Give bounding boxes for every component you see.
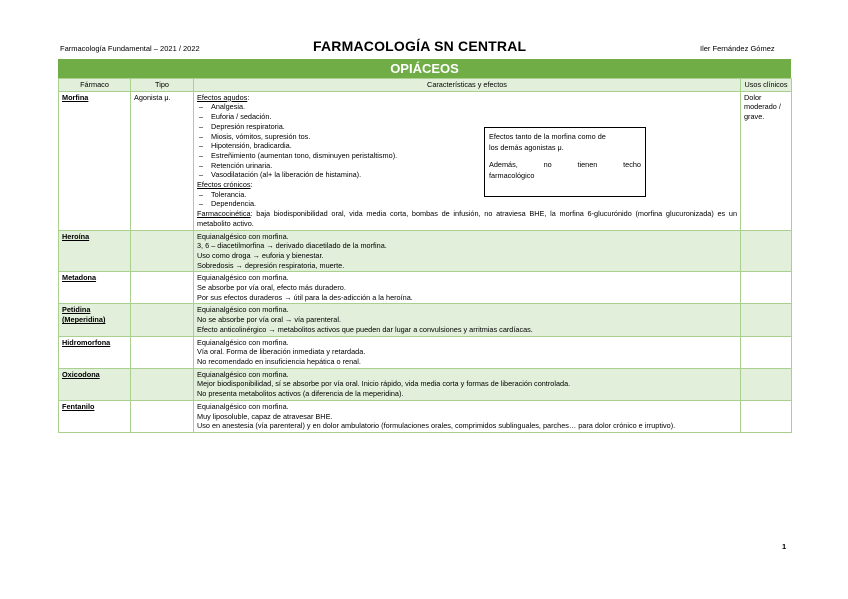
drug-name: Morfina bbox=[62, 92, 89, 102]
drug-type: Agonista μ. bbox=[131, 91, 194, 230]
table-row-morfina bbox=[59, 91, 792, 230]
note-box: Efectos tanto de la morfina como de los demás agonistas μ. Además, no tienen techo farmacológico bbox=[484, 127, 646, 197]
drug-description: Equianalgésico con morfina. 3, 6 – diacetilmorfina → derivado diacetilado de la morfina. Uso como droga → euforia y bienestar. Sobredosis → depresión respiratoria, muerte. bbox=[194, 230, 741, 272]
list-item: – Euforia / sedación. bbox=[197, 112, 737, 122]
drug-description: Equianalgésico con morfina. Se absorbe por vía oral, efecto más duradero. Por sus efectos duraderos → útil para la des-adicción a la heroína. bbox=[194, 272, 741, 304]
table-row bbox=[59, 368, 792, 400]
drug-description: Equianalgésico con morfina. Vía oral. Forma de liberación inmediata y retardada. No recomendado en insuficiencia hepática o renal. bbox=[194, 336, 741, 368]
header-course: Farmacología Fundamental – 2021 / 2022 bbox=[60, 44, 200, 53]
drug-table bbox=[58, 78, 792, 433]
drug-name: Hidromorfona bbox=[62, 337, 111, 347]
pharmacokinetics-text: : baja biodisponibilidad oral, vida media corta, bombas de infusión, no atraviesa BHE, la morfina 6-glucurónido (morfina glucuronizada) es un metabolito activo. bbox=[197, 209, 737, 228]
drug-name: Metadona bbox=[62, 273, 97, 283]
chronic-effects-label: Efectos crónicos bbox=[197, 180, 251, 190]
morfina-effects: Efectos agudos: – Analgesia. – Euforia / sedación. – Depresión respiratoria. – Miosis, vómitos, supresión tos. – Hipotensión, bradicardia. – Estreñimiento (aumentan tono, disminuyen peristaltismo). – Retención urinaria. – Vasodilatación (al+ la liberación de histamina). Efectos crónicos: – Tolerancia. – Dependencia. Farmacocinética: baja biodisponibilidad oral, vida media corta, bombas de infusión, no atraviesa BHE, la morfina 6-glucurónido (morfina glucuronizada) es un metabolito activo. bbox=[194, 91, 741, 230]
acute-effects-label: Efectos agudos bbox=[197, 92, 248, 102]
drug-description: Equianalgésico con morfina. Mejor biodisponibilidad, sí se absorbe por vía oral. Inicio rápido, vida media corta y formas de liberación controlada. No presenta metabolitos activos (a diferencia de la meperidina). bbox=[194, 368, 741, 400]
clinical-uses: Dolor moderado / grave. bbox=[741, 91, 792, 230]
drug-name: Fentanilo bbox=[62, 401, 95, 411]
col-header-usos: Usos clínicos bbox=[741, 79, 792, 92]
page-number: 1 bbox=[782, 542, 787, 551]
table-row bbox=[59, 304, 792, 336]
list-item: – Analgesia. bbox=[197, 102, 737, 112]
table-row bbox=[59, 272, 792, 304]
page-title: FARMACOLOGÍA SN CENTRAL bbox=[313, 38, 527, 54]
table-header-row bbox=[59, 79, 792, 92]
list-item: – Vasodilatación (al+ la liberación de histamina). bbox=[197, 170, 737, 180]
drug-description: Equianalgésico con morfina. No se absorbe por vía oral → vía parenteral. Efecto anticolinérgico → metabolitos activos que pueden dar lugar a convulsiones y arritmias cardíacas. bbox=[194, 304, 741, 336]
list-item: – Hipotensión, bradicardia. bbox=[197, 141, 737, 151]
list-item: – Miosis, vómitos, supresión tos. bbox=[197, 132, 737, 142]
col-header-tipo: Tipo bbox=[131, 79, 194, 92]
list-item: – Dependencia. bbox=[197, 199, 737, 209]
list-item: – Retención urinaria. bbox=[197, 161, 737, 171]
header-author: Iler Fernández Gómez bbox=[700, 44, 775, 53]
drug-name: Heroína bbox=[62, 231, 90, 241]
list-item: – Depresión respiratoria. bbox=[197, 122, 737, 132]
table-row bbox=[59, 336, 792, 368]
drug-name: Oxicodona bbox=[62, 369, 100, 379]
drug-description: Equianalgésico con morfina. Muy liposoluble, capaz de atravesar BHE. Uso en anestesia (vía parenteral) y en dolor ambulatorio (formulaciones orales, comprimidos sublinguales, parches… para dolor crónico e irruptivo). bbox=[194, 400, 741, 432]
col-header-farmaco: Fármaco bbox=[59, 79, 131, 92]
drug-name: Petidina (Meperidina) bbox=[62, 305, 106, 325]
list-item: – Estreñimiento (aumentan tono, disminuyen peristaltismo). bbox=[197, 151, 737, 161]
pharmacokinetics-label: Farmacocinética bbox=[197, 209, 251, 219]
section-banner: OPIÁCEOS bbox=[58, 59, 791, 78]
list-item: – Tolerancia. bbox=[197, 190, 737, 200]
table-row bbox=[59, 230, 792, 272]
table-row bbox=[59, 400, 792, 432]
col-header-caracteristicas: Características y efectos bbox=[194, 79, 741, 92]
